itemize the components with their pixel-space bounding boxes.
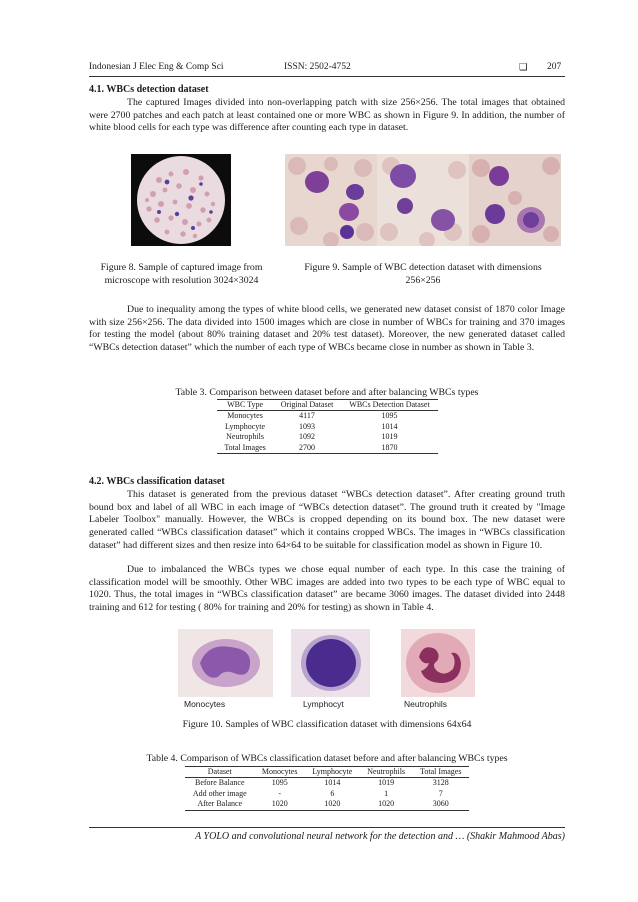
footer-running-title: A YOLO and convolutional neural network for the detection and … (Shakir Mahmood Abas) <box>195 831 565 842</box>
table-cell: 6 <box>330 788 335 798</box>
table-cell: 1870 <box>381 442 398 452</box>
table-3 <box>217 399 438 454</box>
table-cell: Lymphocyte <box>225 421 266 431</box>
table-cell: Before Balance <box>195 778 245 788</box>
table-4-caption: Table 4. Comparison of WBCs classification dataset before and after balancing WBCs types <box>146 753 508 764</box>
table-4 <box>185 766 469 811</box>
table-header-cell: WBCs Detection Dataset <box>349 400 430 409</box>
table-header-cell: Neutrophils <box>367 767 406 776</box>
table-cell: Add other image <box>192 788 247 798</box>
table-row <box>217 422 438 432</box>
table-cell: 3128 <box>432 778 449 788</box>
page-number: 207 <box>547 62 562 72</box>
figure-10-caption: Figure 10. Samples of WBC classification dataset with dimensions 64x64 <box>182 719 472 730</box>
figure-8-microscope-image <box>131 154 231 246</box>
figure-9-caption: Figure 9. Sample of WBC detection dataset with dimensions 256×256 <box>304 262 542 286</box>
table-cell: 1014 <box>381 421 398 431</box>
section-4-2-paragraph-2: Due to imbalanced the WBCs types we chose equal number of each type. In this case the training of classification model will be smoothly. Other WBC images are added into two types to be each type of WBC equal to 1020. Thus, the total images in “WBCs classification dataset” are became 3060 images. The dataset divided into 2448 training and 612 for testing ( 80% for training and 20% for testing) as shown in Table 4. <box>89 564 565 614</box>
section-heading-4-1: 4.1. WBCs detection dataset <box>89 84 209 95</box>
table-cell: 2700 <box>299 442 316 452</box>
table-cell: 1092 <box>299 432 316 442</box>
section-heading-4-2: 4.2. WBCs classification dataset <box>89 476 225 487</box>
table-row <box>217 411 438 422</box>
table-header-cell: Original Dataset <box>280 400 334 409</box>
table-cell: 1020 <box>378 799 395 809</box>
journal-name: Indonesian J Elec Eng & Comp Sci <box>89 62 224 72</box>
section-4-1-paragraph-2: Due to inequality among the types of white blood cells, we generated new dataset consist of 1870 color Image with size 256×256. The data divided into 1500 images which are close in number of WBCs for training and 370 images for testing the model (about 80% training dataset and 20% test dataset). Moreover, the new generated dataset called “WBCs detection dataset” which the number of each type of WBCs became close in number as shown in Table 3. <box>89 304 565 354</box>
table-header-cell: Total Images <box>420 767 462 776</box>
header-rule <box>89 76 565 77</box>
table-header-cell: Monocytes <box>261 767 298 776</box>
table-cell: 1020 <box>271 799 288 809</box>
neutrophils-label: Neutrophils <box>404 699 447 709</box>
figure-10-monocyte-image <box>178 629 273 709</box>
table-cell: 1093 <box>299 421 316 431</box>
table-3-caption: Table 3. Comparison between dataset before and after balancing WBCs types <box>175 387 479 398</box>
table-cell: 1 <box>384 788 389 798</box>
table-header-cell: Dataset <box>207 767 232 776</box>
table-cell: 1095 <box>381 411 398 421</box>
table-row <box>217 432 438 442</box>
lymphocyte-label: Lymphocyt <box>303 699 344 709</box>
table-row <box>185 778 469 789</box>
table-row <box>185 799 469 810</box>
table-cell: Neutrophils <box>226 432 264 442</box>
table-cell: Total Images <box>224 442 266 452</box>
table-cell: 3060 <box>432 799 449 809</box>
figure-8-caption: Figure 8. Sample of captured image from microscope with resolution 3024×3024 <box>100 262 263 286</box>
table-cell: 1020 <box>324 799 341 809</box>
table-cell: 7 <box>438 788 443 798</box>
table-cell: Monocytes <box>227 411 263 421</box>
table-header-cell: Lymphocyte <box>312 767 353 776</box>
table-cell: - <box>278 788 282 798</box>
figure-9-image-2 <box>377 154 469 246</box>
table-cell: 1014 <box>324 778 341 788</box>
table-row <box>217 443 438 454</box>
table-cell: After Balance <box>197 799 243 809</box>
figure-9-image-1 <box>285 154 377 246</box>
table-row <box>185 789 469 799</box>
table-cell: 1095 <box>271 778 288 788</box>
footer-rule <box>89 827 565 828</box>
section-4-1-paragraph-1: The captured Images divided into non-overlapping patch with size 256×256. The total images that obtained were 2700 patches and each patch at least contained one or more WBC as shown in Figure 9. In addition, the number of white blood cells for each type was difference after counting each type in dataset. <box>89 97 565 134</box>
section-4-2-paragraph-1: This dataset is generated from the previous dataset “WBCs detection dataset”. After creating ground truth bound box and label of all WBC in each image of “WBCs detection dataset”. The ground truth it created by "Image Labeler Toolbox" manually. However, the WBCs is cropped depending on its bound box. The new dataset were generated called “WBCs classification dataset” which it contains cropped WBCs. The images in “WBCs classification dataset” had different sizes and then resize into 64×64 to be suitable for classification model as shown in Figure 10. <box>89 489 565 551</box>
figure-10-neutrophil-image <box>401 629 475 709</box>
table-cell: 1019 <box>381 432 398 442</box>
monocytes-label: Monocytes <box>184 699 226 709</box>
issn: ISSN: 2502-4752 <box>284 62 351 72</box>
figure-9-image-3 <box>469 154 561 246</box>
table-header-cell: WBC Type <box>227 400 264 409</box>
box-icon: ❏ <box>519 63 528 73</box>
figure-10-lymphocyte-image <box>291 629 370 709</box>
table-cell: 1019 <box>378 778 395 788</box>
table-cell: 4117 <box>299 411 315 421</box>
